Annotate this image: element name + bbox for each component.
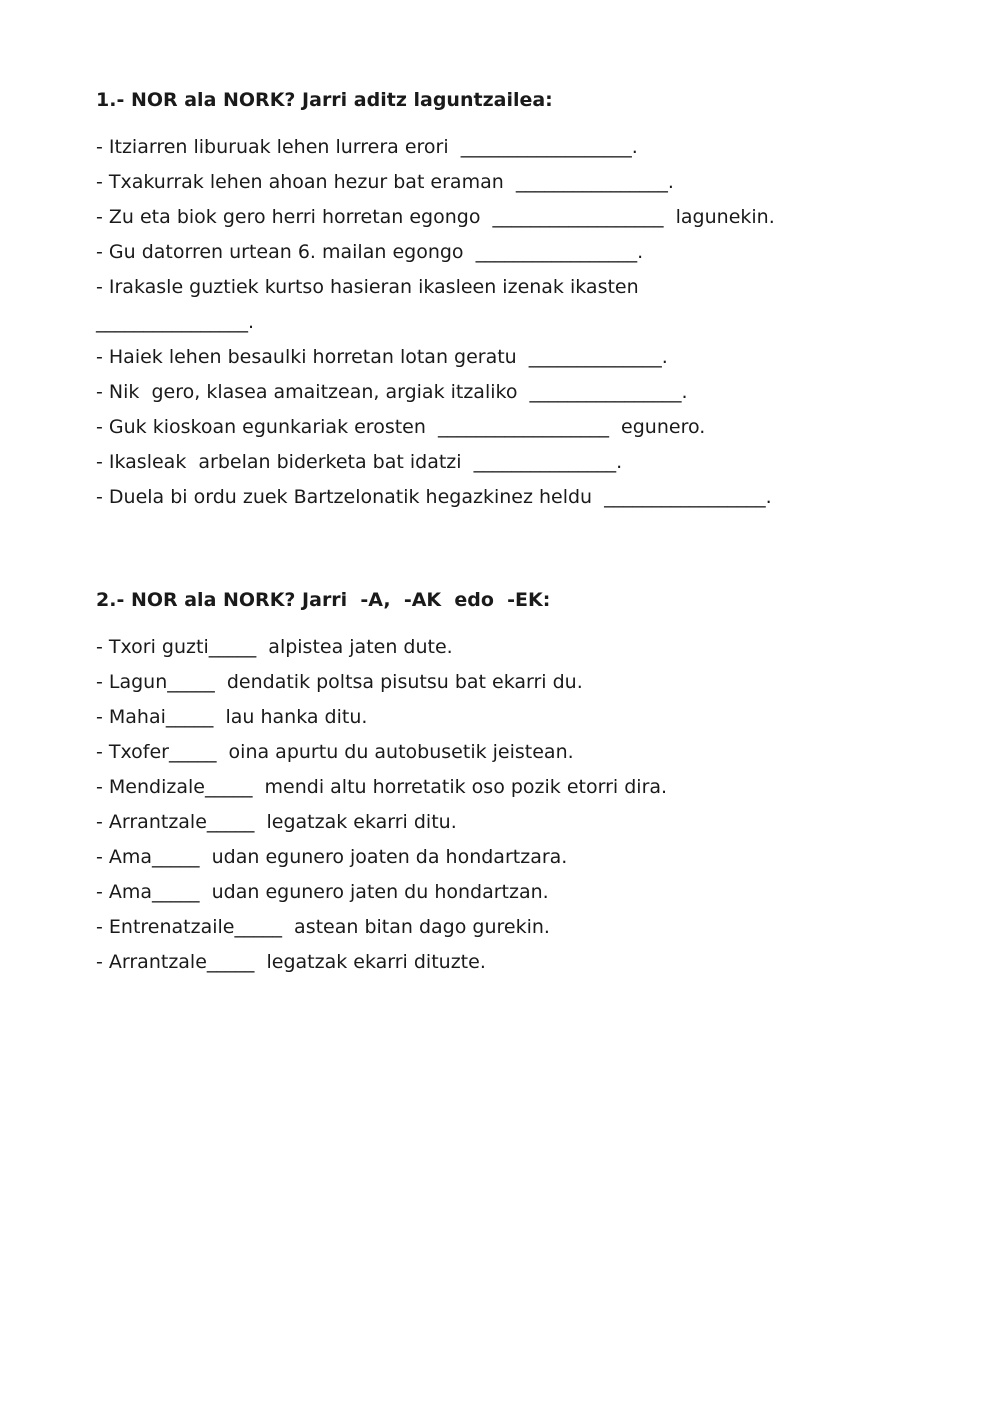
exercise-1-line: - Zu eta biok gero herri horretan egongo __________________ lagunekin. [96, 206, 775, 228]
exercise-2-line: - Txofer_____ oina apurtu du autobusetik jeistean. [96, 741, 574, 763]
exercise-1-line: - Txakurrak lehen ahoan hezur bat eraman ________________. [96, 171, 674, 193]
exercise-1 [96, 86, 956, 515]
exercise-1-line: - Haiek lehen besaulki horretan lotan geratu ______________. [96, 346, 668, 368]
exercise-2-line: - Arrantzale_____ legatzak ekarri dituzte. [96, 951, 486, 973]
exercise-2-line: - Lagun_____ dendatik poltsa pisutsu bat ekarri du. [96, 671, 583, 693]
exercise-1-title: 1.- NOR ala NORK? Jarri aditz laguntzailea: [96, 89, 553, 111]
exercise-2-line: - Arrantzale_____ legatzak ekarri ditu. [96, 811, 457, 833]
exercise-1-line: - Irakasle guztiek kurtso hasieran ikasleen izenak ikasten [96, 276, 639, 298]
exercise-2-line: - Txori guzti_____ alpistea jaten dute. [96, 636, 453, 658]
exercise-1-line: - Gu datorren urtean 6. mailan egongo _________________. [96, 241, 644, 263]
exercise-2-line: - Entrenatzaile_____ astean bitan dago gurekin. [96, 916, 550, 938]
exercise-2-title: 2.- NOR ala NORK? Jarri -A, -AK edo -EK: [96, 589, 551, 611]
exercise-1-line: - Ikasleak arbelan biderketa bat idatzi _______________. [96, 451, 623, 473]
exercise-1-line: - Guk kioskoan egunkariak erosten __________________ egunero. [96, 416, 706, 438]
exercise-2-line: - Mendizale_____ mendi altu horretatik oso pozik etorri dira. [96, 776, 668, 798]
exercise-2 [96, 586, 956, 980]
exercise-1-line: - Nik gero, klasea amaitzean, argiak itzaliko ________________. [96, 381, 688, 403]
exercise-1-line: - Itziarren liburuak lehen lurrera erori __________________. [96, 136, 638, 158]
exercise-2-line: - Ama_____ udan egunero joaten da hondartzara. [96, 846, 568, 868]
exercise-2-line: - Mahai_____ lau hanka ditu. [96, 706, 368, 728]
exercise-2-line: - Ama_____ udan egunero jaten du hondartzan. [96, 881, 549, 903]
exercise-1-line: ________________. [96, 311, 255, 333]
exercise-1-line: - Duela bi ordu zuek Bartzelonatik hegazkinez heldu _________________. [96, 486, 772, 508]
